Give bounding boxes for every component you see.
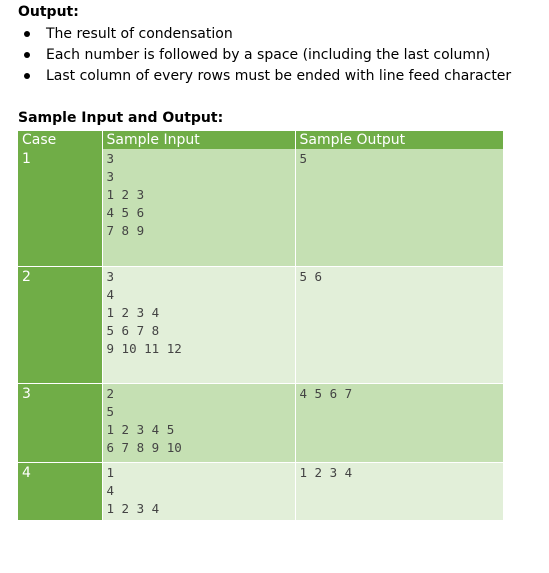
table-header-row (18, 131, 503, 149)
header-sample-output: Sample Output (295, 131, 503, 149)
output-line: 5 6 (299, 268, 323, 284)
input-line: 3 (106, 268, 115, 284)
bullet-item (18, 24, 511, 45)
input-line: 4 (106, 482, 115, 498)
input-line: 1 2 3 (106, 187, 145, 202)
case-number: 2 (18, 266, 102, 383)
input-line: 1 (106, 464, 115, 480)
case-number: 4 (18, 462, 102, 520)
sample-output-cell (295, 149, 503, 266)
sample-heading: Sample Input and Output: (18, 110, 224, 126)
input-line: 5 (106, 403, 115, 419)
input-line: 2 (106, 385, 115, 401)
bullet-dot-icon (24, 73, 30, 79)
sample-input-cell (102, 383, 295, 462)
header-sample-input: Sample Input (102, 131, 295, 149)
sample-input-cell (102, 266, 295, 383)
header-case: Case (18, 131, 102, 149)
output-line: 4 5 6 7 (299, 385, 353, 401)
input-line: 5 6 7 8 (106, 322, 160, 338)
input-line: 4 5 6 (106, 205, 145, 220)
sample-output-cell (295, 266, 503, 383)
output-line: 1 2 3 4 (299, 464, 353, 480)
input-line: 6 7 8 9 10 (106, 439, 182, 455)
input-line: 9 10 11 12 (106, 340, 182, 356)
output-heading: Output: (18, 4, 79, 20)
input-line: 3 (106, 169, 115, 184)
bullet-item (18, 45, 511, 66)
bullet-text: Last column of every rows must be ended with line feed character (46, 68, 512, 84)
table-row (18, 149, 503, 266)
sample-input-cell (102, 462, 295, 520)
bullet-dot-icon (24, 52, 30, 58)
sample-table (18, 131, 504, 521)
bullet-text: The result of condensation (46, 26, 233, 42)
input-line: 1 2 3 4 (106, 304, 160, 320)
output-line: 5 (299, 151, 308, 166)
output-bullet-list (18, 24, 511, 87)
input-line: 1 2 3 4 5 (106, 421, 175, 437)
case-number: 1 (18, 149, 102, 266)
case-number: 3 (18, 383, 102, 462)
bullet-item (18, 66, 511, 87)
table-row (18, 383, 503, 462)
table-row (18, 266, 503, 383)
input-line: 1 2 3 4 (106, 500, 160, 516)
table-row (18, 462, 503, 520)
sample-input-cell (102, 149, 295, 266)
sample-output-cell (295, 462, 503, 520)
input-line: 7 8 9 (106, 223, 145, 238)
bullet-text: Each number is followed by a space (including the last column) (46, 47, 491, 63)
bullet-dot-icon (24, 31, 30, 37)
input-line: 3 (106, 151, 115, 166)
sample-output-cell (295, 383, 503, 462)
input-line: 4 (106, 286, 115, 302)
